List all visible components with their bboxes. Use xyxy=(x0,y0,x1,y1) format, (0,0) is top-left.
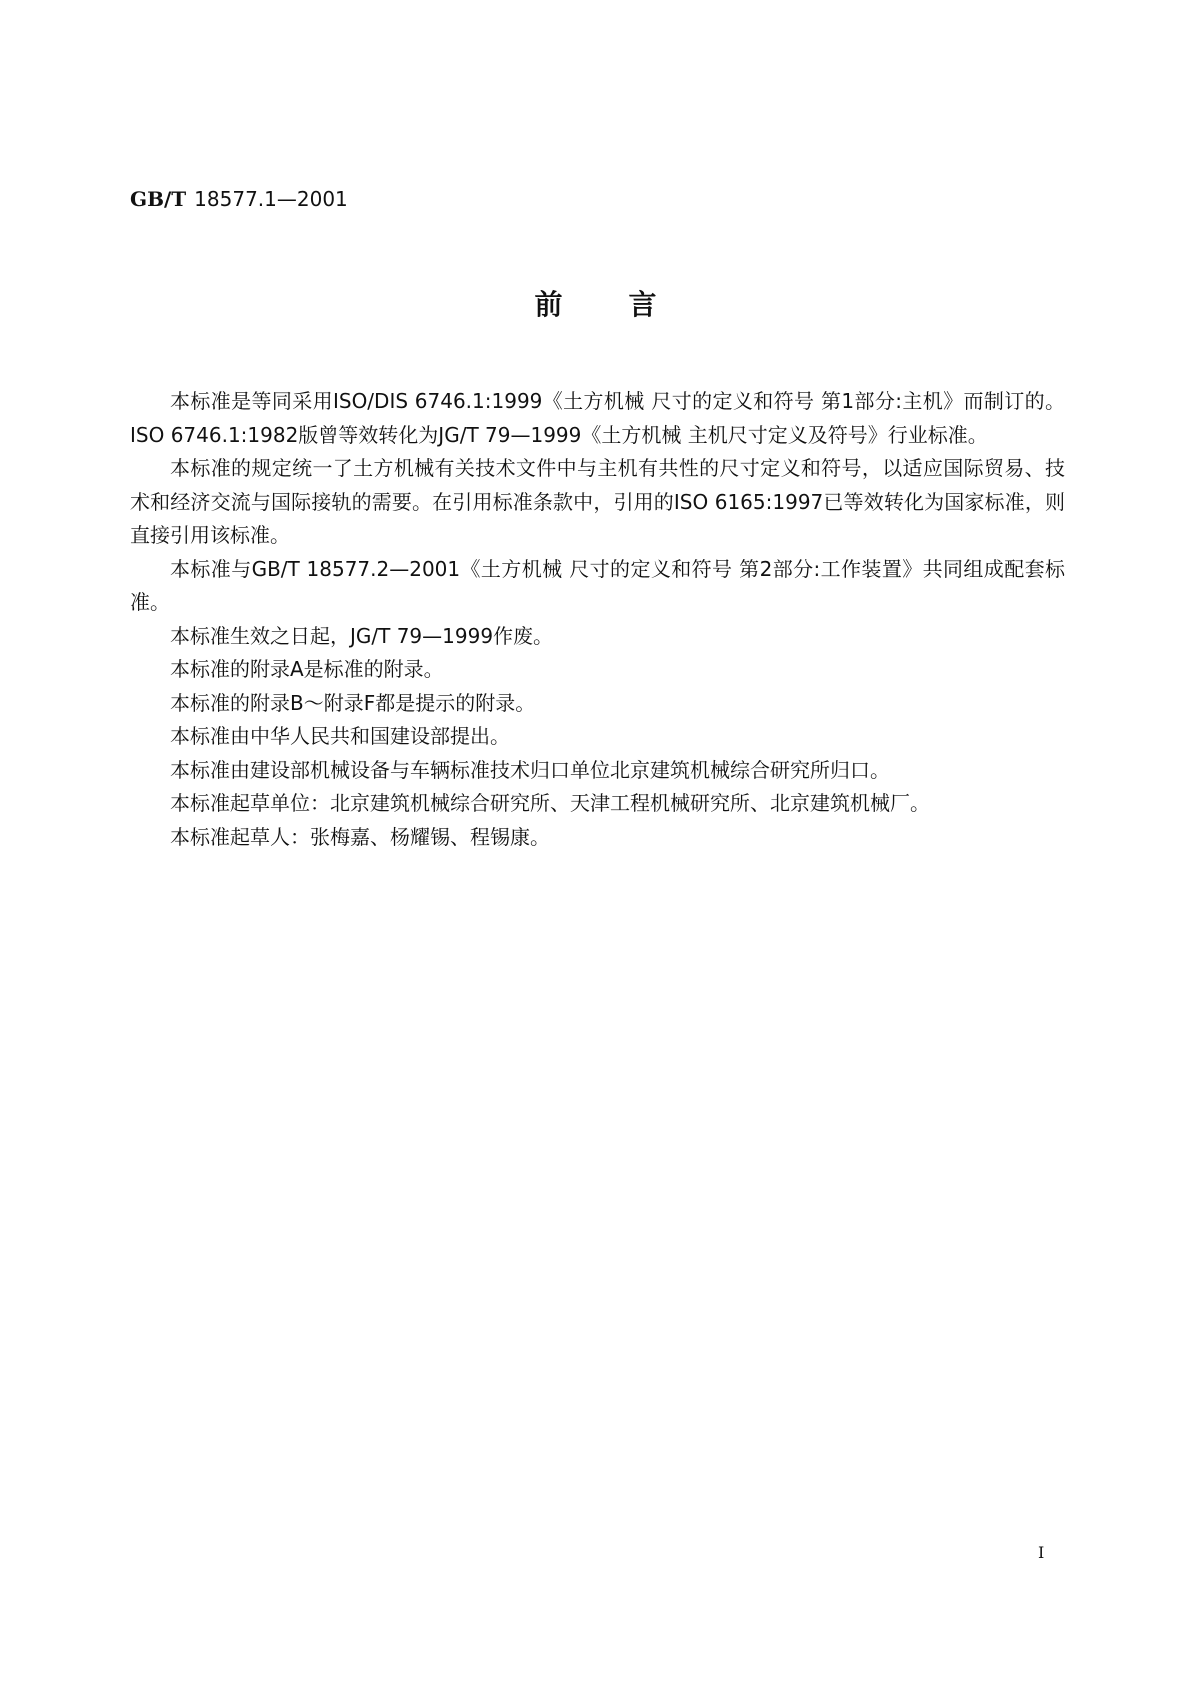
paragraph-companion-standard: 本标准与GB/T 18577.2—2001《土方机械 尺寸的定义和符号 第2部分:工作装置》共同组成配套标准。 xyxy=(130,556,1065,614)
foreword-body xyxy=(130,385,1065,854)
standard-number: 18577.1—2001 xyxy=(194,187,348,211)
standard-prefix: GB/T xyxy=(130,187,187,211)
paragraph-adoption: 本标准是等同采用ISO/DIS 6746.1:1999《土方机械 尺寸的定义和符号 第1部分:主机》而制订的。ISO 6746.1:1982版曾等效转化为JG/T 79—1999《土方机械 主机尺寸定义及符号》行业标准。 xyxy=(130,389,1065,447)
paragraph-responsible-unit: 本标准由建设部机械设备与车辆标准技术归口单位北京建筑机械综合研究所归口。 xyxy=(170,757,890,782)
page-title: 前言 xyxy=(534,288,723,321)
paragraph-annex-a: 本标准的附录A是标准的附录。 xyxy=(170,657,444,681)
paragraph-drafters: 本标准起草人：张梅嘉、杨耀锡、程锡康。 xyxy=(170,824,550,849)
paragraph-proposer: 本标准由中华人民共和国建设部提出。 xyxy=(170,724,510,748)
page-number: I xyxy=(1038,1543,1045,1562)
document-header xyxy=(130,187,348,211)
paragraph-supersedes: 本标准生效之日起，JG/T 79—1999作废。 xyxy=(170,623,554,648)
paragraph-purpose: 本标准的规定统一了土方机械有关技术文件中与主机有共性的尺寸定义和符号，以适应国际贸易、技术和经济交流与国际接轨的需要。在引用标准条款中，引用的ISO 6165:1997已等效转化为国家标准，则直接引用该标准。 xyxy=(130,456,1065,547)
paragraph-annex-b-f: 本标准的附录B～附录F都是提示的附录。 xyxy=(170,690,536,715)
paragraph-drafting-units: 本标准起草单位：北京建筑机械综合研究所、天津工程机械研究所、北京建筑机械厂。 xyxy=(170,791,930,815)
